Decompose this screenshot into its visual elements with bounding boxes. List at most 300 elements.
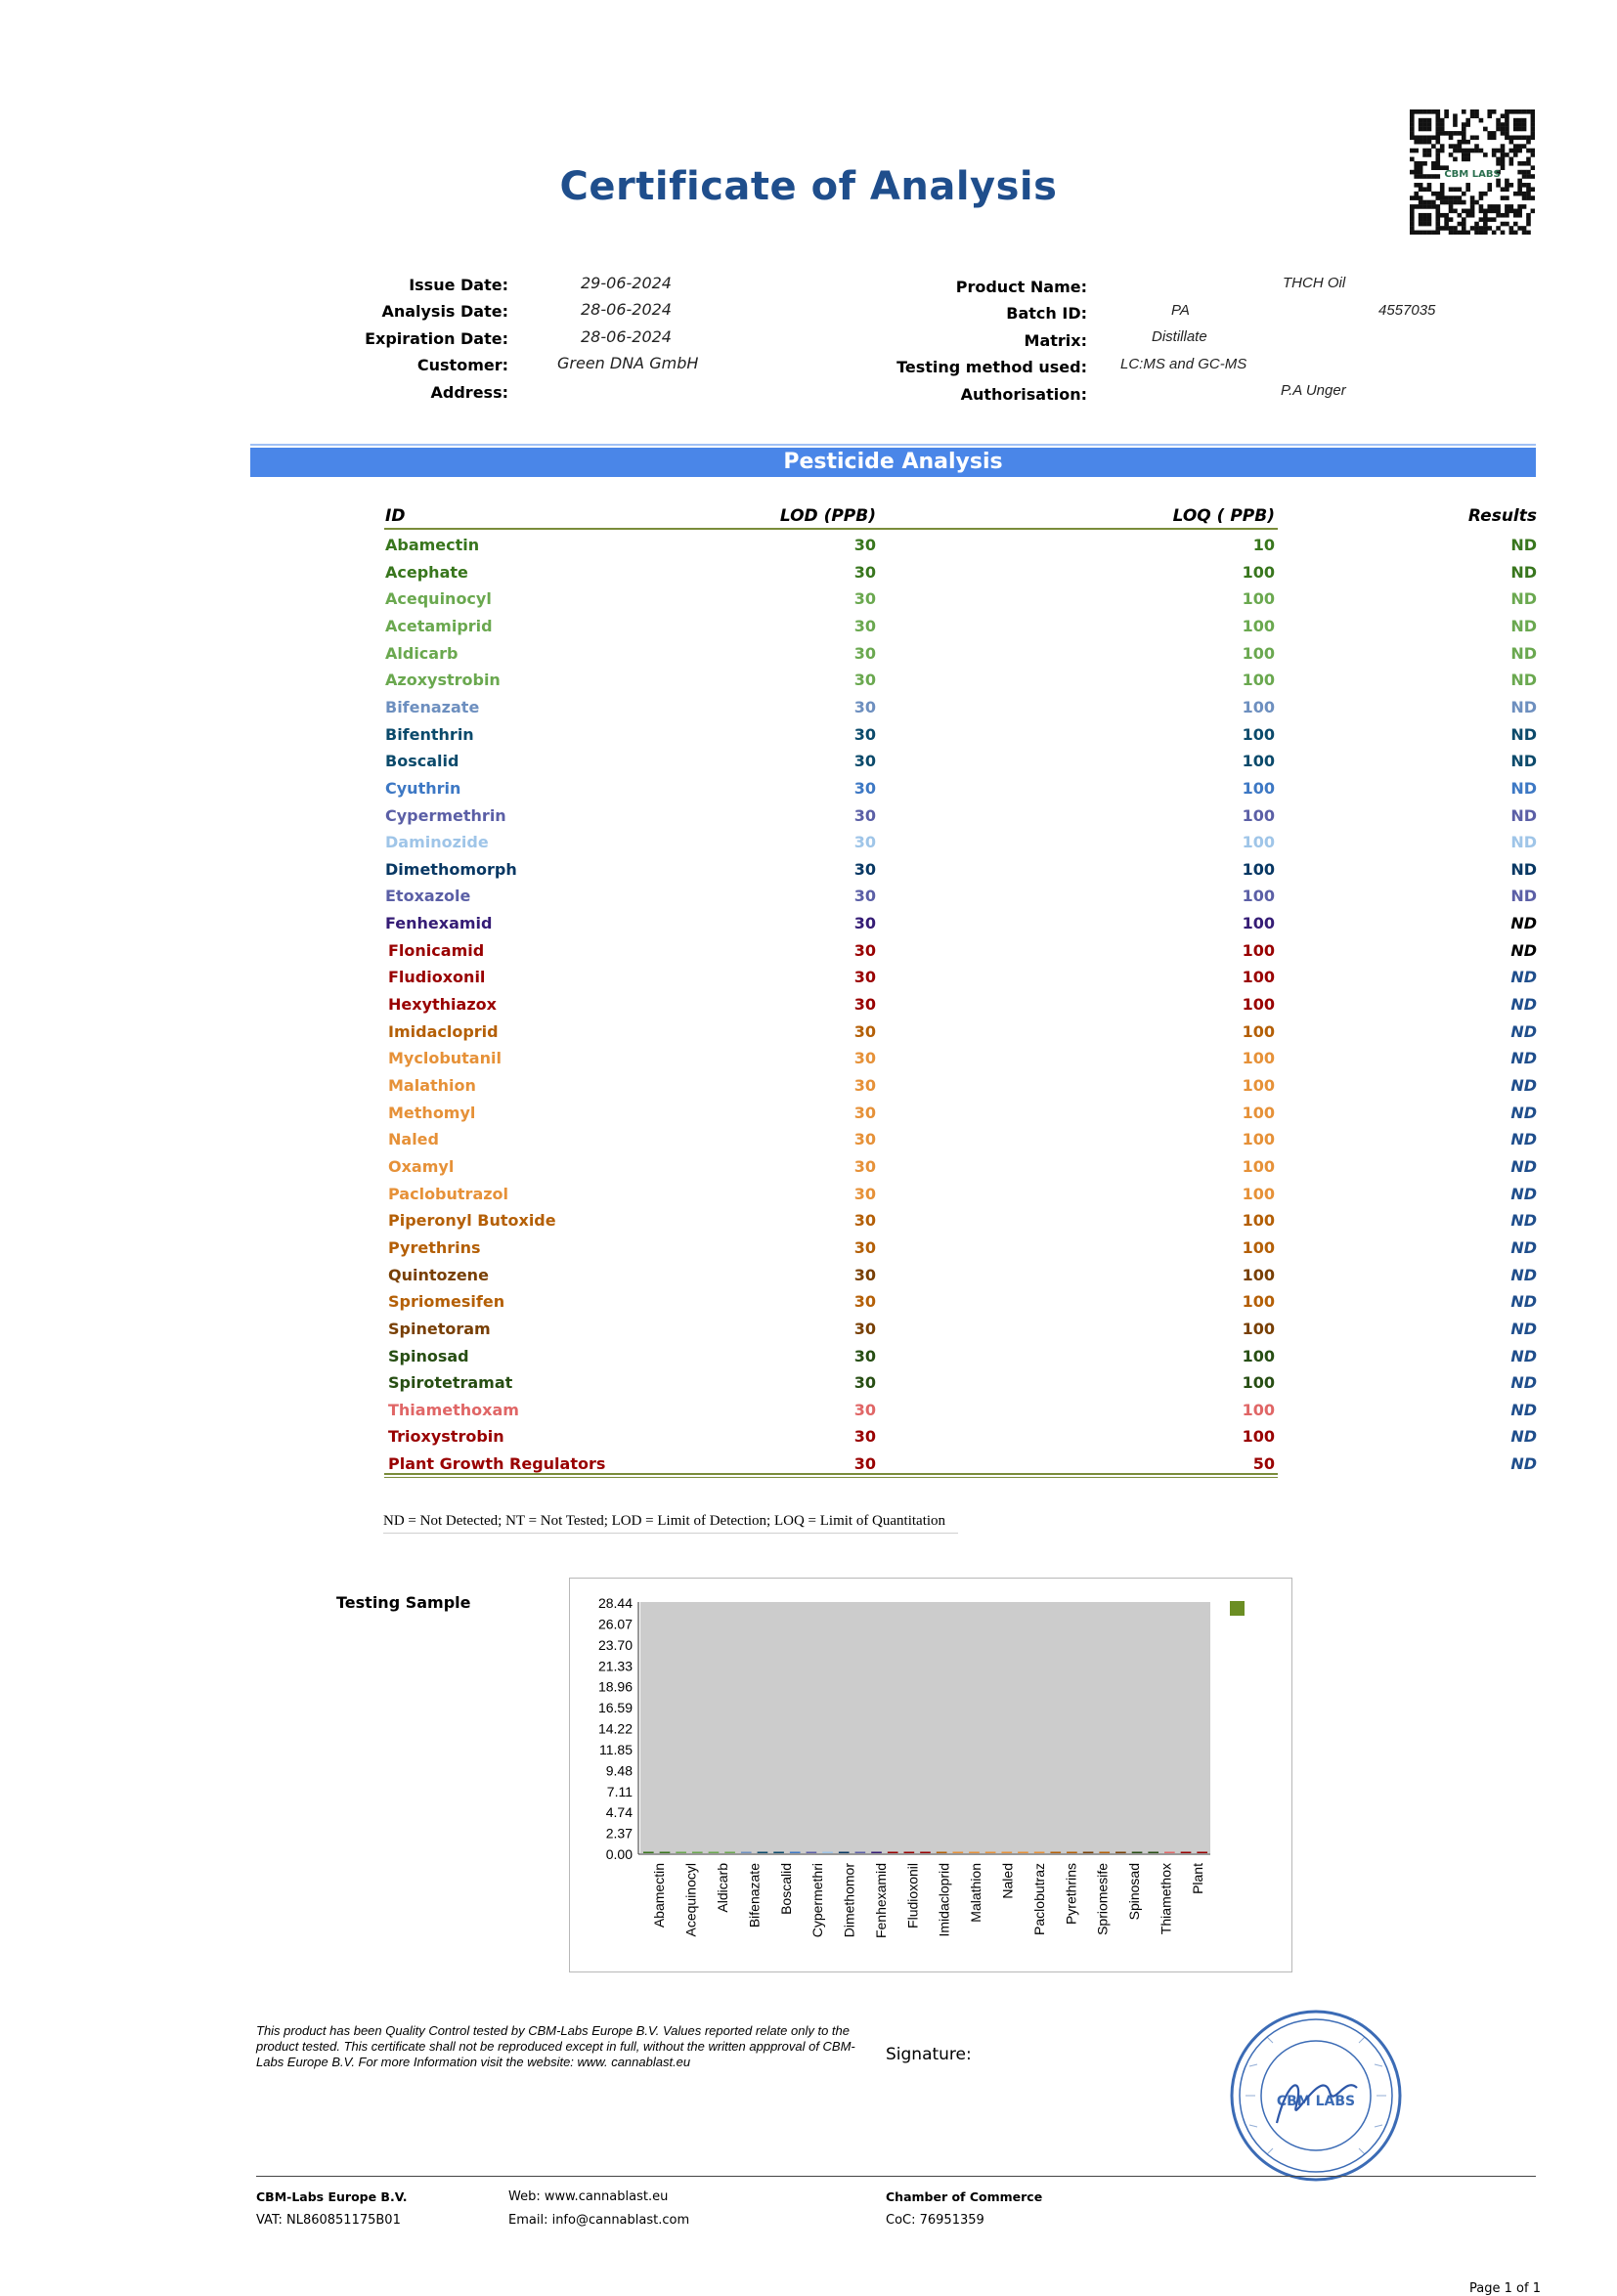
qr-module: [1458, 231, 1463, 235]
qr-module: [1522, 183, 1527, 188]
qr-module: [1440, 149, 1445, 153]
qr-module: [1505, 109, 1509, 114]
bar: [709, 1852, 720, 1854]
qr-module: [1458, 213, 1463, 218]
qr-module: [1440, 127, 1445, 132]
lab-stamp: [1228, 2008, 1404, 2184]
pesticide-name: Fludioxonil: [388, 968, 486, 987]
issue-date-value: 29-06-2024: [581, 274, 672, 292]
pesticide-name: Aldicarb: [385, 643, 459, 663]
qr-module: [1410, 122, 1415, 127]
qr-module: [1410, 226, 1415, 231]
qr-module: [1427, 217, 1432, 222]
qr-module: [1505, 213, 1509, 218]
qr-logo-text: CBM LABS: [1444, 169, 1501, 180]
qr-module: [1427, 231, 1432, 235]
x-tick-label: Bifenazate: [746, 1863, 763, 1928]
qr-module: [1427, 174, 1432, 179]
qr-module: [1427, 122, 1432, 127]
pesticide-name: Dimethomorph: [385, 859, 517, 879]
qr-module: [1444, 226, 1449, 231]
qr-module: [1509, 157, 1514, 162]
footer-web: Web: www.cannablast.eu: [508, 2189, 669, 2204]
table-row: [0, 1104, 1617, 1130]
banner-top-rule: [250, 444, 1536, 446]
bar: [937, 1852, 947, 1854]
pesticide-name: Acephate: [385, 562, 468, 582]
lod-value: 30: [853, 1346, 876, 1365]
qr-module: [1419, 135, 1423, 140]
qr-module: [1427, 127, 1432, 132]
qr-module: [1462, 152, 1466, 157]
qr-module: [1444, 200, 1449, 205]
table-row: [0, 698, 1617, 724]
table-row: [0, 671, 1617, 697]
table-row: [0, 995, 1617, 1021]
qr-module: [1419, 204, 1423, 209]
qr-module: [1435, 231, 1440, 235]
y-tick-label: 23.70: [597, 1636, 633, 1653]
bar: [920, 1852, 931, 1854]
pesticide-name: Trioxystrobin: [388, 1427, 504, 1447]
qr-module: [1419, 127, 1423, 132]
table-row: [0, 968, 1617, 994]
table-row: [0, 589, 1617, 616]
disclaimer-text: This product has been Quality Control tested by CBM-Labs Europe B.V. Values reported relate only to the product tested. This certificate shall not be reproduced except in full, without the written appproval of CBM-Labs Europe B.V. For more Information visit the website: www. cannablast.eu: [256, 2023, 855, 2069]
qr-module: [1487, 226, 1492, 231]
qr-module: [1414, 204, 1419, 209]
qr-module: [1501, 213, 1506, 218]
qr-module: [1449, 209, 1454, 214]
qr-module: [1505, 127, 1509, 132]
qr-module: [1513, 109, 1518, 114]
col-header-id: ID: [385, 506, 406, 526]
bar: [855, 1852, 866, 1854]
table-row: [0, 1076, 1617, 1103]
pesticide-name: Spriomesifen: [388, 1292, 505, 1312]
qr-module: [1453, 187, 1458, 192]
qr-module: [1531, 122, 1535, 127]
qr-module: [1492, 149, 1497, 153]
qr-module: [1483, 152, 1488, 157]
footer-vat: VAT: NL860851175B01: [256, 2213, 401, 2228]
qr-module: [1505, 209, 1509, 214]
testing-method-label: Testing method used:: [896, 358, 1087, 376]
qr-module: [1419, 222, 1423, 227]
bar: [985, 1852, 996, 1854]
qr-module: [1435, 135, 1440, 140]
customer-label: Customer:: [416, 356, 508, 374]
footer-coc: CoC: 76951359: [886, 2213, 984, 2228]
qr-module: [1492, 109, 1497, 114]
x-tick-label: Cypermethri: [809, 1863, 826, 1938]
matrix-label: Matrix:: [1024, 331, 1087, 350]
signature-label: Signature:: [886, 2045, 972, 2064]
qr-module: [1479, 204, 1484, 209]
qr-module: [1496, 118, 1501, 123]
qr-module: [1483, 127, 1488, 132]
qr-module: [1458, 222, 1463, 227]
loq-value: 100: [1242, 1265, 1275, 1284]
pesticide-name: Hexythiazox: [388, 995, 497, 1015]
loq-value: 100: [1242, 671, 1275, 690]
result-value: ND: [1510, 697, 1537, 716]
matrix-value: Distillate: [1152, 328, 1207, 345]
lod-value: 30: [853, 914, 876, 933]
x-tick-label: Spriomesife: [1094, 1863, 1111, 1935]
qr-module: [1501, 157, 1506, 162]
loq-value: 100: [1242, 1076, 1275, 1095]
pesticide-name: Bifenazate: [385, 697, 480, 716]
qr-module: [1431, 200, 1436, 205]
qr-module: [1513, 118, 1518, 123]
qr-module: [1422, 152, 1427, 157]
qr-module: [1431, 231, 1436, 235]
qr-module: [1431, 109, 1436, 114]
loq-value: 100: [1242, 1346, 1275, 1365]
qr-module: [1453, 231, 1458, 235]
loq-value: 100: [1242, 1237, 1275, 1257]
loq-value: 100: [1242, 887, 1275, 906]
qr-module: [1435, 127, 1440, 132]
qr-module: [1435, 226, 1440, 231]
qr-module: [1419, 161, 1423, 166]
qr-module: [1422, 217, 1427, 222]
result-value: ND: [1510, 1454, 1537, 1474]
page-title: Certificate of Analysis: [559, 164, 1058, 209]
y-tick-label: 9.48: [605, 1762, 633, 1779]
qr-module: [1496, 149, 1501, 153]
table-row: [0, 1185, 1617, 1211]
qr-module: [1435, 118, 1440, 123]
y-tick-label: 0.00: [605, 1846, 633, 1862]
qr-module: [1440, 183, 1445, 188]
qr-module: [1517, 204, 1522, 209]
y-tick-label: 28.44: [597, 1595, 633, 1611]
lod-value: 30: [853, 1454, 876, 1474]
lod-value: 30: [853, 1292, 876, 1312]
qr-module: [1474, 226, 1479, 231]
authorisation-label: Authorisation:: [960, 385, 1087, 404]
result-value: ND: [1510, 724, 1537, 744]
qr-module: [1526, 135, 1531, 140]
table-row: [0, 833, 1617, 859]
qr-module: [1462, 222, 1466, 227]
qr-module: [1444, 213, 1449, 218]
qr-module: [1419, 174, 1423, 179]
qr-module: [1453, 149, 1458, 153]
qr-module: [1410, 149, 1415, 153]
bar: [758, 1852, 768, 1854]
qr-module: [1526, 170, 1531, 175]
qr-module: [1479, 226, 1484, 231]
result-value: ND: [1510, 1292, 1537, 1312]
qr-module: [1501, 187, 1506, 192]
lod-value: 30: [853, 1103, 876, 1122]
result-value: ND: [1510, 940, 1537, 960]
qr-module: [1419, 122, 1423, 127]
qr-module: [1517, 149, 1522, 153]
x-tick-label: Spinosad: [1126, 1863, 1143, 1921]
qr-module: [1517, 161, 1522, 166]
qr-module: [1410, 209, 1415, 214]
col-header-lod: LOD (PPB): [779, 506, 876, 526]
lod-value: 30: [853, 968, 876, 987]
qr-module: [1496, 157, 1501, 162]
pesticide-name: Paclobutrazol: [388, 1184, 509, 1203]
batch-prefix-value: PA: [1171, 302, 1190, 319]
qr-module: [1487, 135, 1492, 140]
qr-module: [1505, 183, 1509, 188]
table-row: [0, 1130, 1617, 1156]
qr-module: [1440, 192, 1445, 196]
table-row: [0, 1320, 1617, 1346]
qr-module: [1522, 174, 1527, 179]
table-row: [0, 1401, 1617, 1427]
qr-module: [1492, 209, 1497, 214]
table-row: [0, 752, 1617, 778]
qr-module: [1474, 200, 1479, 205]
result-value: ND: [1510, 914, 1537, 933]
bar: [1164, 1852, 1175, 1854]
x-tick-label: Dimethomor: [841, 1863, 857, 1938]
customer-value: Green DNA GmbH: [557, 354, 699, 372]
qr-module: [1513, 149, 1518, 153]
x-tick-label: Aldicarb: [714, 1863, 730, 1913]
qr-module: [1531, 149, 1535, 153]
qr-module: [1501, 122, 1506, 127]
qr-module: [1462, 231, 1466, 235]
qr-module: [1526, 192, 1531, 196]
qr-module: [1474, 149, 1479, 153]
qr-module: [1501, 131, 1506, 136]
qr-module: [1431, 161, 1436, 166]
qr-module: [1517, 122, 1522, 127]
qr-module: [1410, 135, 1415, 140]
qr-module: [1526, 213, 1531, 218]
qr-module: [1517, 192, 1522, 196]
pesticide-name: Acequinocyl: [385, 589, 492, 609]
qr-module: [1422, 231, 1427, 235]
result-value: ND: [1510, 1211, 1537, 1231]
analysis-date-label: Analysis Date:: [381, 302, 508, 321]
pesticide-name: Methomyl: [388, 1103, 476, 1122]
qr-module: [1526, 187, 1531, 192]
qr-module: [1462, 109, 1466, 114]
qr-module: [1453, 131, 1458, 136]
result-value: ND: [1510, 1346, 1537, 1365]
qr-module: [1505, 135, 1509, 140]
qr-module: [1431, 135, 1436, 140]
qr-module: [1449, 226, 1454, 231]
bar: [1132, 1852, 1143, 1854]
qr-module: [1517, 209, 1522, 214]
loq-value: 50: [1252, 1454, 1275, 1474]
qr-module: [1453, 200, 1458, 205]
result-value: ND: [1510, 1184, 1537, 1203]
qr-module: [1462, 192, 1466, 196]
qr-module: [1462, 122, 1466, 127]
qr-module: [1419, 217, 1423, 222]
qr-module: [1422, 149, 1427, 153]
qr-module: [1427, 200, 1432, 205]
qr-module: [1509, 161, 1514, 166]
qr-module: [1414, 165, 1419, 170]
qr-module: [1479, 209, 1484, 214]
pesticide-name: Flonicamid: [388, 940, 485, 960]
table-row: [0, 536, 1617, 562]
qr-module: [1422, 135, 1427, 140]
footer-coc-title: Chamber of Commerce: [886, 2189, 1043, 2204]
qr-module: [1410, 131, 1415, 136]
table-bottom-rule-thin: [384, 1477, 1278, 1478]
bar: [1083, 1852, 1094, 1854]
bar: [904, 1852, 915, 1854]
qr-module: [1435, 109, 1440, 114]
qr-module: [1474, 135, 1479, 140]
qr-module: [1427, 222, 1432, 227]
bar: [952, 1852, 963, 1854]
qr-module: [1458, 149, 1463, 153]
qr-module: [1513, 209, 1518, 214]
table-row: [0, 1049, 1617, 1075]
table-row: [0, 1427, 1617, 1453]
qr-module: [1505, 152, 1509, 157]
loq-value: 100: [1242, 968, 1275, 987]
qr-module: [1531, 127, 1535, 132]
qr-module: [1501, 231, 1506, 235]
bar: [871, 1852, 882, 1854]
qr-module: [1414, 231, 1419, 235]
lod-value: 30: [853, 859, 876, 879]
qr-module: [1449, 200, 1454, 205]
table-row: [0, 1266, 1617, 1292]
analysis-date-value: 28-06-2024: [581, 300, 672, 319]
qr-module: [1513, 144, 1518, 149]
qr-module: [1449, 231, 1454, 235]
qr-module: [1435, 152, 1440, 157]
qr-module: [1513, 135, 1518, 140]
qr-module: [1427, 204, 1432, 209]
pesticide-name: Spinosad: [388, 1346, 469, 1365]
lod-value: 30: [853, 833, 876, 852]
qr-module: [1453, 226, 1458, 231]
loq-value: 100: [1242, 1292, 1275, 1312]
y-tick-label: 2.37: [605, 1825, 633, 1841]
bar: [888, 1852, 898, 1854]
bar: [807, 1852, 817, 1854]
qr-module: [1531, 195, 1535, 200]
qr-module: [1483, 231, 1488, 235]
qr-module: [1522, 109, 1527, 114]
pesticide-name: Cypermethrin: [385, 805, 506, 825]
result-value: ND: [1510, 562, 1537, 582]
qr-module: [1483, 209, 1488, 214]
qr-module: [1422, 109, 1427, 114]
loq-value: 100: [1242, 589, 1275, 609]
qr-module: [1444, 217, 1449, 222]
qr-module: [1465, 118, 1470, 123]
qr-module: [1465, 140, 1470, 145]
qr-module: [1462, 209, 1466, 214]
qr-module: [1501, 222, 1506, 227]
result-value: ND: [1510, 1130, 1537, 1149]
lod-value: 30: [853, 536, 876, 554]
lod-value: 30: [853, 697, 876, 716]
qr-code: [1410, 109, 1535, 235]
product-name-value: THCH Oil: [1283, 275, 1346, 291]
qr-module: [1419, 118, 1423, 123]
qr-module: [1427, 140, 1432, 145]
loq-value: 100: [1242, 995, 1275, 1015]
qr-module: [1449, 217, 1454, 222]
qr-module: [1458, 140, 1463, 145]
qr-module: [1427, 152, 1432, 157]
qr-module: [1470, 109, 1475, 114]
qr-module: [1435, 195, 1440, 200]
table-row: [0, 617, 1617, 643]
legend-marker: [1230, 1601, 1245, 1616]
col-header-results: Results: [1467, 506, 1537, 526]
qr-module: [1449, 144, 1454, 149]
qr-module: [1465, 122, 1470, 127]
pesticide-name: Abamectin: [385, 536, 480, 554]
loq-value: 100: [1242, 643, 1275, 663]
qr-module: [1483, 192, 1488, 196]
qr-module: [1509, 204, 1514, 209]
qr-module: [1492, 231, 1497, 235]
qr-module: [1444, 131, 1449, 136]
qr-module: [1470, 113, 1475, 118]
table-row: [0, 563, 1617, 589]
y-tick-label: 4.74: [605, 1804, 633, 1821]
qr-module: [1492, 217, 1497, 222]
table-row: [0, 887, 1617, 913]
qr-module: [1531, 209, 1535, 214]
footer-email: Email: info@cannablast.com: [508, 2213, 690, 2228]
qr-module: [1487, 131, 1492, 136]
y-tick-label: 26.07: [597, 1616, 633, 1632]
qr-module: [1487, 217, 1492, 222]
qr-module: [1509, 149, 1514, 153]
qr-module: [1470, 200, 1475, 205]
qr-module: [1517, 127, 1522, 132]
qr-module: [1513, 122, 1518, 127]
qr-module: [1435, 222, 1440, 227]
qr-module: [1531, 109, 1535, 114]
qr-module: [1522, 135, 1527, 140]
expiration-date-value: 28-06-2024: [581, 327, 672, 346]
bar: [1050, 1852, 1061, 1854]
x-tick-label: Pyrethrins: [1063, 1863, 1079, 1926]
pesticide-name: Naled: [388, 1130, 439, 1149]
x-tick-label: Paclobutraz: [1030, 1863, 1047, 1935]
qr-module: [1462, 135, 1466, 140]
bar: [1034, 1852, 1045, 1854]
loq-value: 100: [1242, 1021, 1275, 1041]
result-value: ND: [1510, 1265, 1537, 1284]
qr-module: [1522, 170, 1527, 175]
abbreviation-note: ND = Not Detected; NT = Not Tested; LOD = Limit of Detection; LOQ = Limit of Quantitation: [383, 1513, 946, 1529]
x-tick-label: Naled: [999, 1863, 1016, 1899]
pesticide-name: Myclobutanil: [388, 1049, 502, 1068]
qr-module: [1505, 195, 1509, 200]
x-tick-label: Abamectin: [651, 1863, 668, 1928]
qr-module: [1422, 161, 1427, 166]
table-row: [0, 779, 1617, 805]
loq-value: 100: [1242, 616, 1275, 635]
qr-module: [1526, 149, 1531, 153]
